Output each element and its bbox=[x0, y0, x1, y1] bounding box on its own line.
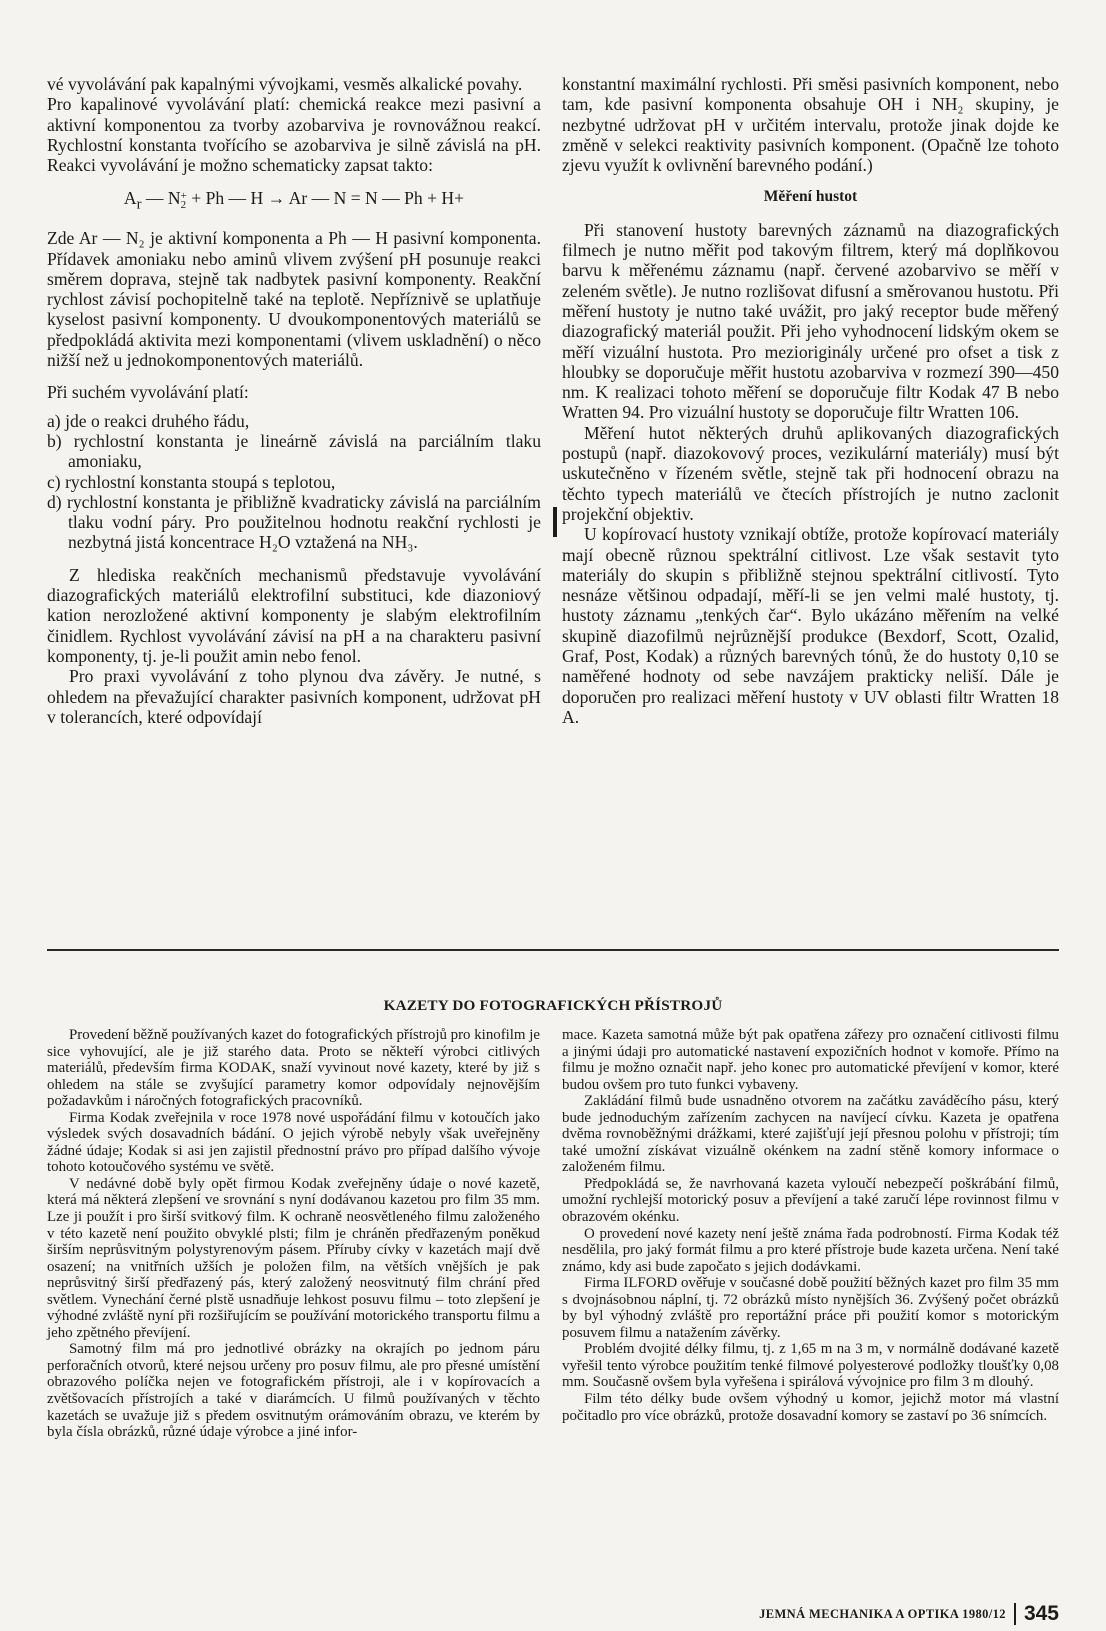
equation-part: + Ph — H → Ar — N = N — Ph + H+ bbox=[186, 188, 465, 209]
paragraph: konstantní maximální rychlosti. Při směsi pasivních komponent, nebo tam, kde pasivní komponenta obsahuje OH i NH₂ skupiny, je nezbytné udržovat pH v určitém intervalu, protože jinak dojde ke změně v selekci reaktivity pasivních komponent. (Opačně lze tohoto zjevu využít k ovlivnění barevného podání.) bbox=[562, 74, 1059, 176]
paragraph: Problém dvojité délky filmu, tj. z 1,65 m na 3 m, v normálně dodávané kazetě vyřešil tento výrobce použitím tenké filmové polyesterové podložky tloušťky 0,08 mm. Současně ovšem byla vyřešena i spirálová vývojnice pro film 3 m dlouhý. bbox=[562, 1341, 1059, 1391]
section-divider bbox=[47, 949, 1059, 951]
journal-name: JEMNÁ MECHANIKA A OPTIKA 1980/12 bbox=[759, 1606, 1006, 1621]
article-left-column bbox=[47, 1027, 540, 1441]
equation-subscript: 2 bbox=[180, 199, 187, 212]
paragraph: U kopírovací hustoty vznikají obtíže, protože kopírovací materiály mají obecně různou spektrální citlivost. Lze však sestavit tyto materiály do skupin s přibližně stejnou spektrální citlivostí. Tyto nesnáze většinou odpadají, měří-li se jen velmi malé hustoty, tj. hustoty záznamu „tenkých čar“. Bylo ukázáno měřením na velké skupině diazofilmů nejrůznější produkce (Bexdorf, Scott, Ozalid, Graf, Post, Kodak) a různých barevných tónů, že do hustoty 0,10 se naměřené hodnoty od sebe navzájem prakticky neliší. Dále je doporučen pro realizaci měření hustoty v UV oblasti filtr Wratten 18 A. bbox=[562, 524, 1059, 727]
paragraph: Zakládání filmů bude usnadněno otvorem na začátku zaváděcího pásu, který bude jednoduchým zařízením zachycen na navíjecí cívku. Kazeta je opatřena dvěma rovnoběžnými drážkami, které zajišťují její přesnou polohu v přístroji; tím také umožní získávat vizuálně okénkem na zadní stěně komory informace o založeném filmu. bbox=[562, 1093, 1059, 1176]
list-item: d) rychlostní konstanta je přibližně kvadraticky závislá na parciálním tlaku vodní páry. Pro použitelnou hodnotu reakční rychlosti je nezbytná jistá koncentrace H₂O vztažená na NH₃. bbox=[47, 491, 541, 553]
equation-subscript: r bbox=[136, 197, 142, 213]
list-item: b) rychlostní konstanta je lineárně závislá na parciálním tlaku amoniaku, bbox=[47, 430, 541, 472]
paragraph: Provedení běžně používaných kazet do fotografických přístrojů pro kinofilm je sice vyhovující, ale je již starého data. Proto se někteří výrobci citlivých materiálů, především firma KODAK, snaží vyvinout nové kazety, které by již s ohledem na stále se zvyšující parametry komor odpovídaly nejnovějším požadavkům i náročných fotografických pracovníků. bbox=[47, 1027, 540, 1110]
section-heading: Měření hustot bbox=[763, 188, 858, 206]
paragraph: O provedení nové kazety není ještě známa řada podrobností. Firma Kodak též nesdělila, pro jaký formát filmu a pro které přístroje bude kazeta určena. Není také známo, kdy asi bude započato s jejich dodávkami. bbox=[562, 1225, 1059, 1275]
paragraph: mace. Kazeta samotná může být pak opatřena zářezy pro označení citlivosti filmu a jinými údaji pro automatické nastavení expozičních hodnot v komoře. Přímo na filmu je možno označit např. jeho konec pro automatické převíjení v komor, které budou ovšem pro tuto funkci vybaveny. bbox=[562, 1027, 1059, 1093]
paragraph: Samotný film má pro jednotlivé obrázky na okrajích po jednom páru perforačních otvorů, které nejsou určeny pro posuv filmu, ale pro přesné umístění obrazového políčka nejen ve fotografickém přístroji, ale i v kopírovacích a zvětšovacích přístrojích a také v diarámcích. U filmů používaných v těchto kazetách se uvažuje již s předem osvitnutým orámováním obrazu, ve kterém by byla čísla obrázků, různé údaje výrobce a jiné infor- bbox=[47, 1341, 540, 1441]
paragraph: Z hlediska reakčních mechanismů představuje vyvolávání diazografických materiálů elektrofilní substituci, kde diazoniový kation nerozložené aktivní komponenty je slabým elektrofilním činidlem. Rychlost vyvolávání závisí na pH a na charakteru pasivní komponenty, tj. je-li použit amin nebo fenol. bbox=[47, 564, 541, 666]
paragraph: Pro kapalinové vyvolávání platí: chemická reakce mezi pasivní a aktivní komponentou za tvorby azobarviva je rovnovážnou reakcí. Rychlostní konstanta tvořícího se azobarviva je silně závislá na pH. Reakci vyvolávání je možno schematicky zapsat takto: bbox=[47, 94, 541, 176]
right-column-top bbox=[562, 74, 1059, 727]
paragraph: Předpokládá se, že navrhovaná kazeta vyloučí nebezpečí poškrábání filmů, umožní rychlejší motorický posuv a převíjení a také zaručí lépe rovinnost filmu v obrazovém okénku. bbox=[562, 1175, 1059, 1226]
paragraph: vé vyvolávání pak kapalnými vývojkami, vesměs alkalické povahy. bbox=[47, 74, 523, 94]
paragraph: V nedávné době byly opět firmou Kodak zveřejněny údaje o nové kazetě, která má některá zlepšení ve srovnání s nyní dodávanou kazetou pro film 35 mm. Lze ji použít i pro širší svitkový film. K ochraně neosvětleného filmu založeného v této kazetě není použito obvyklé plsti; film je chráněn předřazeným poněkud širším neprůsvitným polystyrenovým pásem. Příruby cívky v kazetách mají dvě osazení; na vnitřních užších je položen film, na větších vnějších je pak neprůsvitný širší předřazený pás, který založený neosvitnutý film chrání před světlem. Vynechání černé plstě usnadňuje lehkost posuvu filmu – toto zlepšení je výhodné zvláště nyní při rozšiřujícím se používání motorického transportu filmu a jeho zpětného převíjení. bbox=[47, 1175, 540, 1341]
margin-mark bbox=[553, 507, 557, 537]
paragraph: Zde Ar — N₂ je aktivní komponenta a Ph — H pasivní komponenta. Přídavek amoniaku nebo aminů vlivem zvýšení pH posunuje reakci směrem doprava, stejně tak nadbytek pasivní komponenty. Reakční rychlost závisí pochopitelně také na teplotě. Nepříznivě se uplatňuje kyselost pasivní komponenty. U dvoukomponentových materiálů se předpokládá aktivita mezi komponentami (vlivem uskladnění) o něco nižší než u jednokomponentových materiálů. bbox=[47, 228, 541, 371]
paragraph: Firma ILFORD ověřuje v současné době použití běžných kazet pro film 35 mm s dvojnásobnou náplní, tj. 72 obrázků místo nynějších 36. Zvýšený počet obrázků by byl výhodný zvláště pro reportážní práce při použití komor s motorickým posuvem filmu a natažením závěrky. bbox=[562, 1275, 1059, 1341]
paragraph: Pro praxi vyvolávání z toho plynou dva závěry. Je nutné, s ohledem na převažující charakter pasivních komponent, udržovat pH v tolerancích, které odpovídají bbox=[47, 666, 541, 727]
list-item: a) jde o reakci druhého řádu, bbox=[47, 410, 250, 431]
list-item: c) rychlostní konstanta stoupá s teplotou, bbox=[47, 471, 336, 492]
article-right-column bbox=[562, 1027, 1059, 1424]
equation-part: — N bbox=[141, 188, 181, 209]
page-footer bbox=[759, 1602, 1059, 1626]
equation-part: A bbox=[123, 188, 137, 209]
paragraph: Firma Kodak zveřejnila v roce 1978 nové uspořádání filmu v kotoučích jako výsledek svých dosavadních bádání. O jejich výrobě nebyly však uveřejněny žádné údaje; Kodak si asi jen zajistil přednostní právo pro případ dalšího vývoje tohoto kotoučového systému ve světě. bbox=[47, 1109, 540, 1176]
article-title: KAZETY DO FOTOGRAFICKÝCH PŘÍSTROJŮ bbox=[383, 997, 723, 1014]
paragraph: Měření hutot některých druhů aplikovaných diazografických postupů (např. diazokovový proces, vezikulární materiály) musí být uskutečněno v řízeném světle, stejně tak při hodnocení obrazu na těchto typech materiálů ve čtecích přístrojích je nutno zaclonit projekční objektiv. bbox=[562, 422, 1059, 524]
page-number: 345 bbox=[1023, 1602, 1059, 1625]
reaction-equation bbox=[47, 188, 541, 215]
paragraph: Při stanovení hustoty barevných záznamů na diazografických filmech je nutno měřit pod takovým filtrem, který má doplňkovou barvu k měřenému záznamu (např. červené azobarvivo se měří v zeleném světle). Je nutno rozlišovat difusní a směrovanou hustotu. Při měření hustoty je nutno také uvážit, pro jaký receptor bude měřený diazografický materiál použit. Při jeho vyhodnocení lidským okem se měří vizuální hustota. Pro mezioriginály určené pro ofset a tisk z hloubky se doporučuje měřit hustotu azobarviva v rozmezí 390—450 nm. K realizaci tohoto měření se doporučuje filtr Kodak 47 B nebo Wratten 94. Pro vizuální hustoty se doporučuje filtr Wratten 106. bbox=[562, 219, 1059, 423]
equation-superscript: + bbox=[180, 190, 187, 203]
paragraph: Film této délky bude ovšem výhodný u komor, jejichž motor má vlastní počitadlo pro více obrázků, protože dosavadní komory se zastaví po 36 snímcích. bbox=[562, 1391, 1059, 1424]
footer-divider bbox=[1014, 1603, 1016, 1625]
left-column-top bbox=[47, 74, 541, 727]
paragraph: Při suchém vyvolávání platí: bbox=[47, 382, 249, 403]
